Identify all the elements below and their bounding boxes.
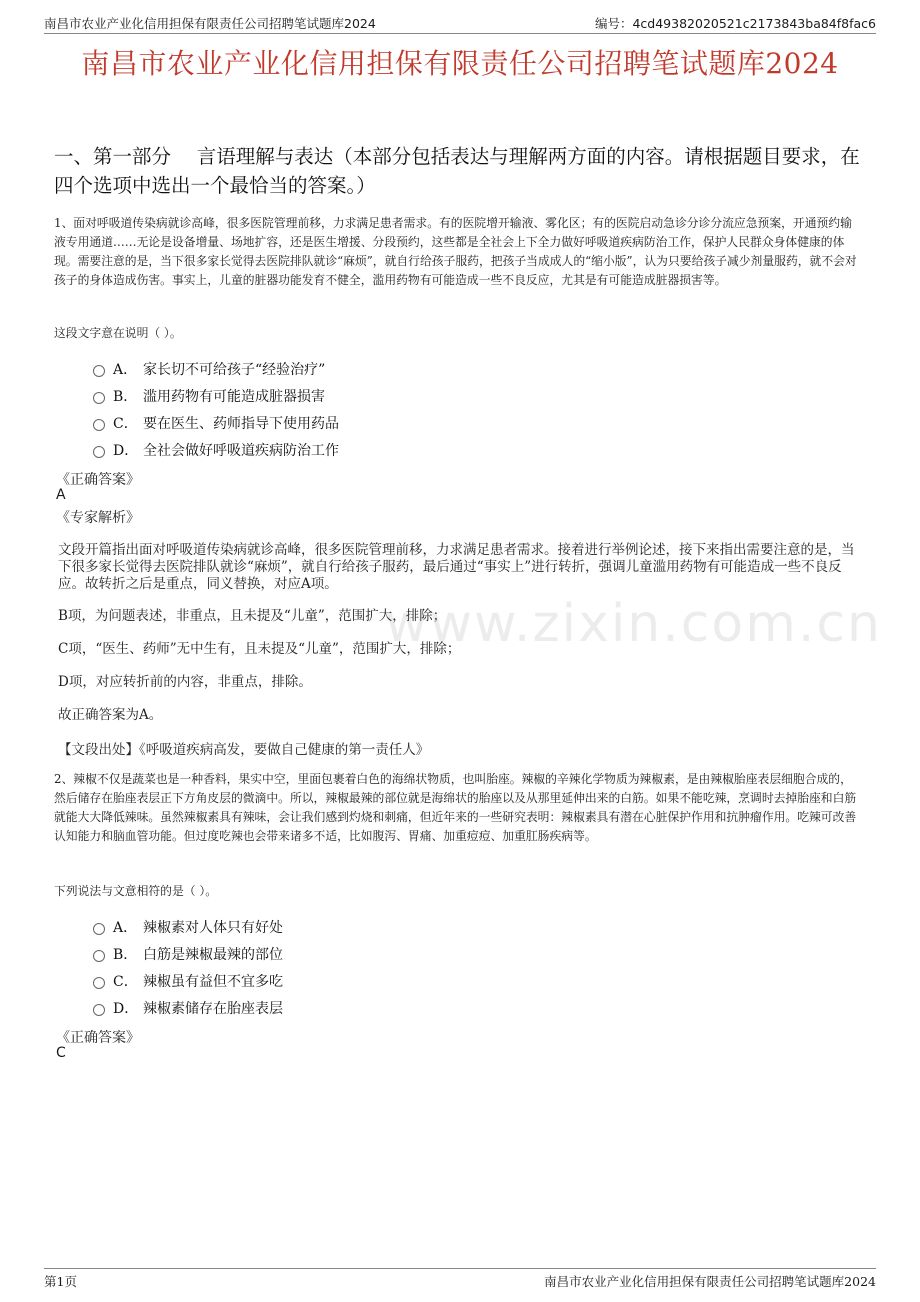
q2-option-b[interactable]: [93, 944, 283, 964]
option-letter: B．: [113, 947, 138, 963]
radio-icon[interactable]: [93, 1004, 105, 1016]
radio-icon[interactable]: [93, 977, 105, 989]
q1-analysis-conclusion: 故正确答案为A。: [58, 707, 163, 723]
option-text: 辣椒虽有益但不宜多吃: [143, 974, 283, 990]
radio-icon[interactable]: [93, 923, 105, 935]
option-letter: C．: [113, 974, 138, 990]
q1-analysis-b: B项，为问题表述，非重点，且未提及“儿童”，范围扩大，排除；: [58, 608, 447, 624]
q1-answer-label: 《正确答案》: [56, 472, 140, 488]
option-text: 辣椒素对人体只有好处: [143, 920, 283, 936]
q1-analysis-c: C项，“医生、药师”无中生有，且未提及“儿童”，范围扩大，排除；: [58, 641, 461, 657]
option-text: 辣椒素储存在胎座表层: [143, 1001, 283, 1017]
header-doc-title: 南昌市农业产业化信用担保有限责任公司招聘笔试题库2024: [44, 16, 376, 31]
option-letter: B．: [113, 389, 138, 405]
page-footer: [44, 1272, 876, 1292]
q2-option-c[interactable]: [93, 971, 283, 991]
radio-icon[interactable]: [93, 446, 105, 458]
q1-analysis-d: D项，对应转折前的内容，非重点，排除。: [58, 674, 312, 690]
option-text: 要在医生、药师指导下使用药品: [143, 416, 339, 432]
header-divider: [44, 33, 876, 34]
q1-answer: A: [56, 487, 66, 503]
question-2-stem: 下列说法与文意相符的是（ ）。: [54, 884, 218, 898]
q2-option-d[interactable]: [93, 998, 283, 1018]
question-1-stem: 这段文字意在说明（ ）。: [54, 326, 182, 340]
option-text: 白筋是辣椒最辣的部位: [143, 947, 283, 963]
q2-option-a[interactable]: [93, 917, 283, 937]
radio-icon[interactable]: [93, 365, 105, 377]
watermark: www.zixin.com.cn: [385, 594, 882, 654]
option-letter: A．: [113, 920, 138, 936]
q1-analysis-para: 文段开篇指出面对呼吸道传染病就诊高峰，很多医院管理前移，力求满足患者需求。接着进行举例论述，接下来指出需要注意的是，当下很多家长觉得去医院排队就诊“麻烦”，就自行给孩子服药，最后通过“事实上”进行转折，强调儿童滥用药物有可能造成一些不良反应。故转折之后是重点，同义替换，对应A项。: [58, 542, 855, 592]
q1-option-a[interactable]: [93, 359, 325, 379]
option-text: 全社会做好呼吸道疾病防治工作: [143, 443, 339, 459]
radio-icon[interactable]: [93, 419, 105, 431]
radio-icon[interactable]: [93, 950, 105, 962]
question-1-text: 1、面对呼吸道传染病就诊高峰，很多医院管理前移，力求满足患者需求。有的医院增开输液、雾化区；有的医院启动急诊分诊分流应急预案，开通预约输液专用通道……无论是设备增量、场地扩容，还是医生增援、分段预约，这些都是全社会上下全力做好呼吸道疾病防治工作，保护人民群众身体健康的体现。需要注意的是，当下很多家长觉得去医院排队就诊“麻烦”，就自行给孩子服药，把孩子当成成人的“缩小版”，认为只要给孩子减少剂量服药，就不会对孩子的身体造成伤害。事实上，儿童的脏器功能发育不健全，滥用药物有可能造成一些不良反应，尤其是有可能造成脏器损害等。: [54, 216, 857, 287]
q1-source: 【文段出处】《呼吸道疾病高发，要做自己健康的第一责任人》: [58, 742, 430, 758]
option-letter: D．: [113, 443, 139, 459]
option-letter: C．: [113, 416, 138, 432]
q2-answer-label: 《正确答案》: [56, 1030, 140, 1046]
q1-option-c[interactable]: [93, 413, 339, 433]
option-letter: D．: [113, 1001, 139, 1017]
q1-option-d[interactable]: [93, 440, 339, 460]
question-2-text: 2、辣椒不仅是蔬菜也是一种香料，果实中空，里面包裹着白色的海绵状物质，也叫胎座。辣椒的辛辣化学物质为辣椒素，是由辣椒胎座表层细胞合成的，然后储存在胎座表层正下方角皮层的微滴中。所以，辣椒最辣的部位就是海绵状的胎座以及从那里延伸出来的白筋。如果不能吃辣，烹调时去掉胎座和白筋就能大大降低辣味。虽然辣椒素具有辣味，会让我们感到灼烧和刺痛，但近年来的一些研究表明：辣椒素具有潜在心脏保护作用和抗肿瘤作用。吃辣可改善认知能力和脑血管功能。但过度吃辣也会带来诸多不适，比如腹泻、胃痛、加重痘痘、加重肛肠疾病等。: [54, 772, 857, 843]
q1-option-b[interactable]: [93, 386, 325, 406]
radio-icon[interactable]: [93, 392, 105, 404]
page-title: 南昌市农业产业化信用担保有限责任公司招聘笔试题库2024: [81, 47, 839, 80]
option-text: 家长切不可给孩子“经验治疗”: [143, 362, 326, 378]
section-heading: 一、第一部分 言语理解与表达（本部分包括表达与理解两方面的内容。请根据题目要求，在四个选项中选出一个最恰当的答案。）: [54, 145, 860, 197]
option-letter: A．: [113, 362, 138, 378]
q1-analysis-label: 《专家解析》: [56, 510, 140, 526]
page-header: [44, 10, 876, 32]
header-doc-id: 编号：4cd49382020521c2173843ba84f8fac6: [594, 16, 876, 31]
page-number: 第1页: [44, 1274, 77, 1289]
q2-answer: C: [56, 1045, 66, 1061]
footer-divider: [44, 1268, 876, 1269]
option-text: 滥用药物有可能造成脏器损害: [143, 389, 325, 405]
footer-doc-title: 南昌市农业产业化信用担保有限责任公司招聘笔试题库2024: [544, 1274, 876, 1289]
